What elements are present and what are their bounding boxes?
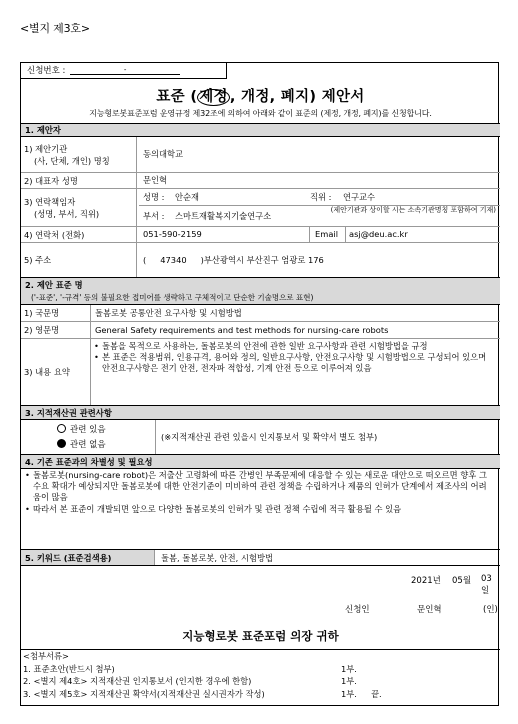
org-label — [21, 137, 137, 172]
radio-filled-icon[interactable] — [57, 439, 66, 448]
section2-title: 2. 제안 표준 명 — [25, 280, 83, 290]
attachment-count: 1부. — [341, 676, 357, 686]
applicant-name: 문인혁 — [417, 605, 442, 615]
zip-code: 47340 — [160, 254, 187, 265]
phone-divider — [309, 227, 310, 242]
row-content-summary — [21, 339, 500, 405]
date-day: 03일 — [481, 574, 492, 596]
content-item: • 본 표준은 적용범위, 인용규격, 용어와 정의, 일반요구사항, 안전요구사항 및 시험방법으로 구성되어 있으며 안전요구사항은 전기 안전, 전자파 적합성, 기계 안전 등으로 이루어져 있음 — [93, 352, 496, 374]
position-value: 연구교수 — [343, 192, 376, 202]
attachment-text: 3. <별지 제5호> 지적재산권 확약서(지적재산권 실시권자가 작성) — [23, 688, 265, 699]
name-label: 성명 : — [143, 192, 165, 202]
section4-body — [24, 470, 494, 515]
attachments-header: <첨부서류> — [23, 651, 69, 661]
ip-options — [21, 420, 156, 454]
address-label: 5) 주소 — [21, 243, 137, 277]
section2-note: ('-표준', '-규격' 등의 불필요한 접미어를 생략하고 구체적이고 단순한 기술명으로 표현) — [31, 293, 314, 302]
page-title — [21, 85, 500, 106]
row-rep — [21, 173, 500, 189]
contact-label-line1: 3) 연락책임자 — [24, 196, 76, 207]
application-number — [21, 63, 227, 79]
application-number-label: 신청번호 : — [27, 66, 66, 76]
attachment-text: 2. <별지 제4호> 지적재산권 인지통보서 (인지한 경우에 한함) — [23, 676, 252, 686]
addressee: 지능형로봇 표준포럼 의장 귀하 — [182, 629, 339, 643]
row-kor-name — [21, 305, 500, 322]
annex-label: <별지 제3호> — [20, 22, 90, 35]
rep-label: 2) 대표자 성명 — [21, 173, 137, 188]
section4-header: 4. 기존 표준과의 차별성 및 필요성 — [21, 454, 500, 469]
proposal-form — [20, 62, 499, 706]
seal-mark: (인) — [483, 605, 498, 615]
email-value: asj@deu.ac.kr — [349, 229, 408, 239]
title-circled-option: 제정 — [199, 89, 228, 105]
date-month: 05월 — [452, 576, 472, 586]
applicant-label: 신청인 — [345, 605, 370, 615]
kor-name-value: 돌봄로봇 공통안전 요구사항 및 시험방법 — [95, 307, 242, 318]
title-pre: 표준 ( — [156, 89, 198, 105]
attachment-item — [21, 688, 500, 701]
content-item: • 돌봄을 목적으로 사용하는, 돌봄로봇의 안전에 관한 일반 요구사항과 관련 시험방법을 규정 — [93, 341, 496, 352]
attachment-item — [21, 663, 500, 676]
dept-label: 부서 : — [143, 211, 165, 221]
keywords-value: 돌봄, 돌봄로봇, 안전, 시험방법 — [161, 553, 274, 563]
address-text: )부산광역시 부산진구 엄광로 176 — [200, 254, 324, 265]
section3-header: 3. 지적재산권 관련사항 — [21, 405, 500, 420]
row-phone — [21, 227, 500, 243]
email-label: Email — [315, 229, 339, 239]
section5-title: 5. 키워드 (표준검색용) — [21, 550, 155, 565]
eng-name-value: General Safety requirements and test methods for nursing-care robots — [95, 324, 389, 335]
attachment-end: 끝. — [371, 688, 382, 699]
necessity-item: • 따라서 본 표준이 개발되면 앞으로 다양한 돌봄로봇의 인허가 및 관련 정책 수립에 적극 활용될 수 있음 — [24, 504, 494, 515]
contact-dept-line — [139, 205, 500, 226]
org-label-line1: 1) 제안기관 — [24, 143, 68, 154]
application-number-field[interactable] — [70, 66, 180, 75]
contact-name-line — [139, 189, 500, 206]
phone-label: 4) 연락처 (전화) — [21, 227, 137, 242]
attachment-count: 1부. — [341, 663, 357, 674]
section2-header — [21, 277, 500, 305]
row-address — [21, 243, 500, 277]
section1-header: 1. 제안자 — [21, 123, 500, 137]
date-year: 2021년 — [411, 576, 441, 586]
radio-empty-icon[interactable] — [57, 424, 66, 433]
address-open: ( — [143, 254, 147, 265]
dept-note: (제안기관과 상이할 시는 소속기관명칭 포함하여 기재) — [330, 206, 496, 214]
org-value: 동의대학교 — [143, 149, 184, 159]
attachment-count: 1부. — [341, 688, 357, 699]
address-value — [139, 243, 328, 277]
attachments — [21, 649, 500, 700]
attachment-text: 1. 표준초안(반드시 첨부) — [23, 663, 115, 674]
intro-text: 지능형로봇표준포럼 운영규정 제32조에 의하여 아래와 같이 표준의 (제정, 개정, 폐지)를 신청합니다. — [89, 109, 432, 118]
row-org — [21, 137, 500, 173]
name-value: 안순재 — [175, 192, 200, 202]
row-contact — [21, 189, 500, 227]
necessity-item: • 돌봄로봇(nursing-care robot)은 저출산 고령화에 따른 간병인 부족문제에 대응할 수 있는 새로운 대안으로 떠오르면 향후 그 수요 확대가 예상되지만 돌봄로봇에 대한 안전기준이 미비하여 관련 정책을 수립하거나 제품의 인허가 단계에서 제조사의 어려움이 많음 — [24, 470, 494, 504]
ip-no-label: 관련 없음 — [70, 440, 106, 450]
org-label-line2: (사, 단체, 개인) 명칭 — [34, 155, 110, 166]
application-number-sep: - — [123, 66, 127, 74]
ip-note: (※지적재산권 관련 있을시 인지통보서 및 확약서 별도 첨부) — [161, 431, 378, 442]
kor-name-label: 1) 국문명 — [21, 305, 91, 321]
rep-value: 문인혁 — [143, 175, 168, 185]
eng-name-label: 2) 영문명 — [21, 322, 91, 338]
content-summary-label: 3) 내용 요약 — [21, 339, 91, 405]
contact-label — [21, 189, 137, 226]
row-eng-name — [21, 322, 500, 339]
position-label: 직위 : — [310, 192, 332, 202]
ip-option-no[interactable] — [57, 438, 106, 450]
dept-value: 스마트재활복지기술연구소 — [175, 211, 272, 221]
contact-label-line2: (성명, 부서, 직위) — [34, 208, 100, 219]
ip-yes-label: 관련 있음 — [70, 425, 106, 435]
attachment-item — [21, 675, 500, 688]
content-summary — [93, 341, 496, 375]
section5-row — [21, 549, 500, 566]
title-post: , 개정, 폐지) 제안서 — [229, 89, 365, 105]
ip-option-yes[interactable] — [57, 423, 106, 435]
row-ip — [21, 420, 500, 454]
phone-value: 051-590-2159 — [143, 229, 202, 239]
